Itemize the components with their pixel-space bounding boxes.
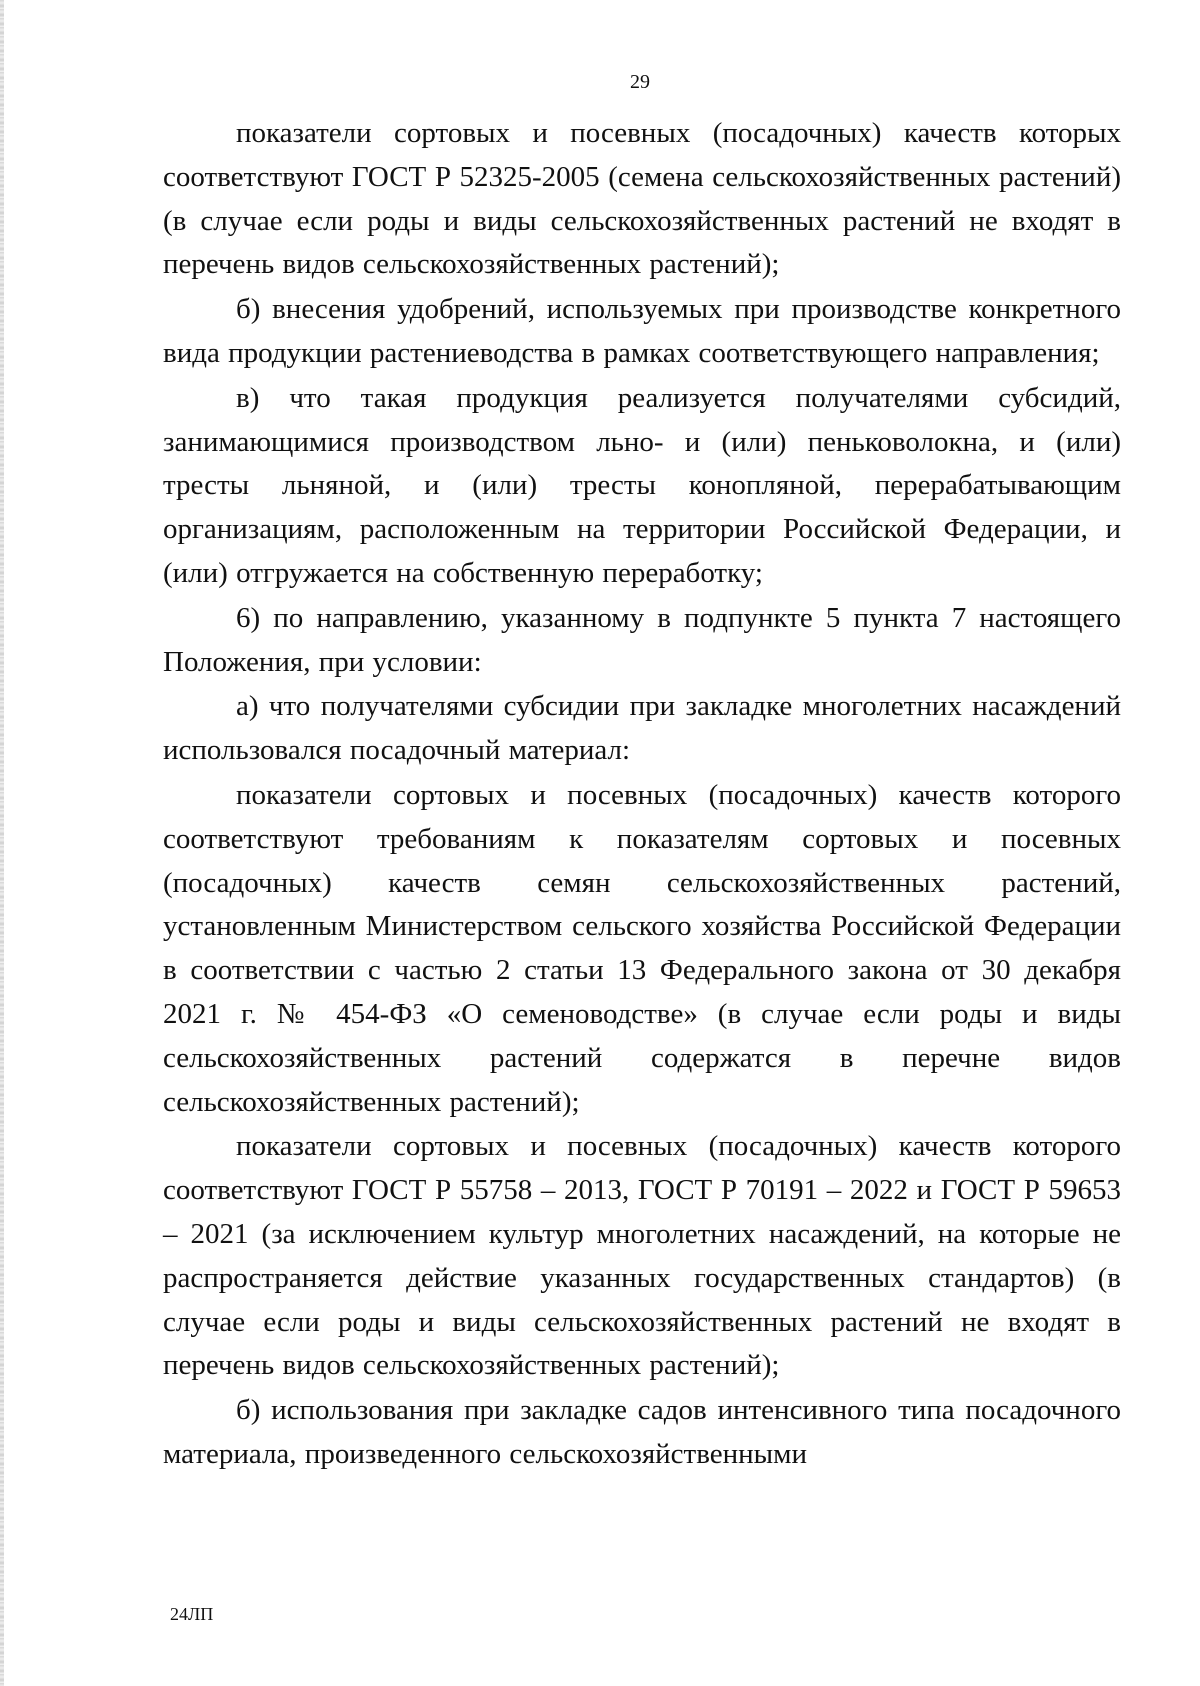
paragraph-fertilizers: б) внесения удобрений, используемых при производстве конкретного вида продукции растениеводства в рамках соответствующего направления; <box>163 293 1121 369</box>
paragraph-intensive-gardens: б) использования при закладке садов интенсивного типа посадочного материала, произведенного сельскохозяйственными <box>163 1394 1121 1470</box>
paragraph-ministry-requirements: показатели сортовых и посевных (посадочных) качеств которого соответствуют требованиям к показателям сортовых и посевных (посадочных) качеств семян сельскохозяйственных растений, установленным Министерством сельского хозяйства Российской Федерации в соответствии с частью 2 статьи 13 Федерального закона от 30 декабря 2021 г. № 454-ФЗ «О семеноводстве» (в случае если роды и виды сельскохозяйственных растений содержатся в перечне видов сельскохозяйственных растений); <box>163 778 1121 1118</box>
paragraph-flax-realization: в) что такая продукция реализуется получателями субсидий, занимающимися производством льно- и (или) пеньковолокна, и (или) тресты льняной, и (или) тресты конопляной, перерабатывающим организациям, расположенным на территории Российской Федерации, и (или) отгружается на собственную переработку; <box>163 381 1121 589</box>
page-number: 29 <box>630 71 650 93</box>
paragraph-gost-standards: показатели сортовых и посевных (посадочных) качеств которого соответствуют ГОСТ Р 55758 – 2013, ГОСТ Р 70191 – 2022 и ГОСТ Р 59653 – 2021 (за исключением культур многолетних насаждений, на которые не распространяется действие указанных государственных стандартов) (в случае если роды и виды сельскохозяйственных растений не входят в перечень видов сельскохозяйственных растений); <box>163 1130 1121 1382</box>
document-body <box>163 112 1121 1478</box>
scan-edge <box>0 0 4 1686</box>
footer-code: 24ЛП <box>170 1604 214 1624</box>
paragraph-item-6: 6) по направлению, указанному в подпункте 5 пункта 7 настоящего Положения, при условии: <box>163 601 1121 678</box>
paragraph-gost-52325: показатели сортовых и посевных (посадочных) качеств которых соответствуют ГОСТ Р 52325-2005 (семена сельскохозяйственных растений) (в случае если роды и виды сельскохозяйственных растений не входят в перечень видов сельскохозяйственных растений); <box>163 117 1121 281</box>
paragraph-planting-material: а) что получателями субсидии при закладке многолетних насаждений использовался посадочный материал: <box>163 690 1121 767</box>
